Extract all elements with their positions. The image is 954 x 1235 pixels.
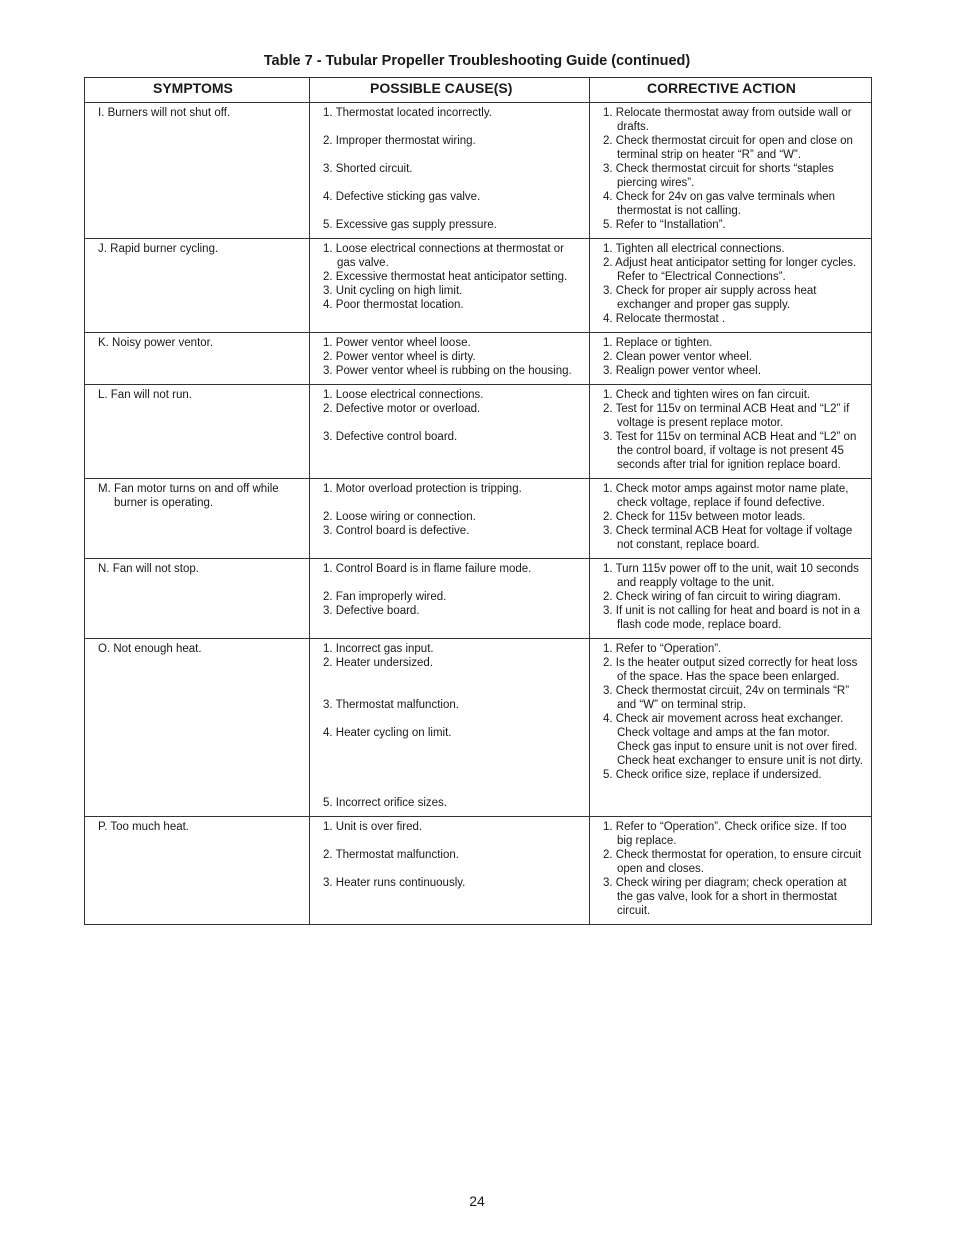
action-item: 1. Refer to “Operation”. bbox=[603, 643, 722, 655]
header-corrective-action: CORRECTIVE ACTION bbox=[590, 78, 872, 103]
cause-spacer bbox=[323, 834, 583, 848]
actions-cell bbox=[590, 333, 872, 385]
header-possible-causes: POSSIBLE CAUSE(S) bbox=[310, 78, 590, 103]
symptom-text: K. Noisy power ventor. bbox=[98, 337, 214, 349]
cause-item: 4. Defective sticking gas valve. bbox=[323, 191, 481, 203]
cause-item: 3. Thermostat malfunction. bbox=[323, 699, 459, 711]
cause-item: 3. Defective board. bbox=[323, 605, 420, 617]
cause-item: 5. Incorrect orifice sizes. bbox=[323, 797, 447, 809]
table-row bbox=[85, 333, 872, 385]
action-item: 2. Adjust heat anticipator setting for longer cycles. Refer to “Electrical Connections”. bbox=[603, 257, 857, 283]
symptom-text: P. Too much heat. bbox=[98, 821, 190, 833]
actions-cell bbox=[590, 239, 872, 333]
cause-item: 2. Improper thermostat wiring. bbox=[323, 135, 476, 147]
action-item: 2. Check wiring of fan circuit to wiring diagram. bbox=[603, 591, 841, 603]
cause-item: 1. Incorrect gas input. bbox=[323, 643, 434, 655]
table-row bbox=[85, 385, 872, 479]
cause-item: 5. Excessive gas supply pressure. bbox=[323, 219, 497, 231]
cause-item: 1. Motor overload protection is tripping. bbox=[323, 483, 522, 495]
symptom-cell bbox=[85, 817, 310, 925]
table-row bbox=[85, 817, 872, 925]
cause-item: 2. Defective motor or overload. bbox=[323, 403, 481, 415]
action-item: 2. Test for 115v on terminal ACB Heat and “L2” if voltage is present replace motor. bbox=[603, 403, 850, 429]
action-item: 3. Check wiring per diagram; check operation at the gas valve, look for a short in thermostat circuit. bbox=[603, 877, 847, 917]
action-item: 3. Check terminal ACB Heat for voltage if voltage not constant, replace board. bbox=[603, 525, 853, 551]
cause-item: 3. Heater runs continuously. bbox=[323, 877, 466, 889]
cause-spacer bbox=[323, 754, 583, 768]
cause-item: 3. Power ventor wheel is rubbing on the housing. bbox=[323, 365, 572, 377]
cause-item: 2. Excessive thermostat heat anticipator setting. bbox=[323, 271, 568, 283]
cause-spacer bbox=[323, 148, 583, 162]
symptom-cell bbox=[85, 559, 310, 639]
action-item: 1. Turn 115v power off to the unit, wait 10 seconds and reapply voltage to the unit. bbox=[603, 563, 859, 589]
action-item: 1. Refer to “Operation”. Check orifice size. If too big replace. bbox=[603, 821, 847, 847]
cause-item: 4. Heater cycling on limit. bbox=[323, 727, 452, 739]
table-header-row bbox=[85, 78, 872, 103]
cause-spacer bbox=[323, 120, 583, 134]
cause-spacer bbox=[323, 768, 583, 782]
causes-cell bbox=[310, 479, 590, 559]
table-row bbox=[85, 479, 872, 559]
actions-cell bbox=[590, 639, 872, 817]
causes-cell bbox=[310, 239, 590, 333]
action-item: 3. If unit is not calling for heat and board is not in a flash code mode, replace board. bbox=[603, 605, 860, 631]
cause-spacer bbox=[323, 176, 583, 190]
cause-item: 1. Thermostat located incorrectly. bbox=[323, 107, 492, 119]
action-item: 2. Check thermostat circuit for open and close on terminal strip on heater “R” and “W”. bbox=[603, 135, 853, 161]
cause-item: 2. Power ventor wheel is dirty. bbox=[323, 351, 476, 363]
cause-item: 3. Control board is defective. bbox=[323, 525, 470, 537]
table-row bbox=[85, 103, 872, 239]
actions-cell bbox=[590, 103, 872, 239]
cause-item: 2. Loose wiring or connection. bbox=[323, 511, 476, 523]
cause-spacer bbox=[323, 782, 583, 796]
table-title: Table 7 - Tubular Propeller Troubleshooting Guide (continued) bbox=[263, 53, 691, 69]
symptom-text: O. Not enough heat. bbox=[98, 643, 202, 655]
action-item: 3. Test for 115v on terminal ACB Heat and “L2” on the control board, if voltage is not present 45 seconds after trial for ignition replace board. bbox=[603, 431, 857, 471]
action-item: 1. Tighten all electrical connections. bbox=[603, 243, 785, 255]
action-item: 3. Check for proper air supply across heat exchanger and proper gas supply. bbox=[603, 285, 817, 311]
action-item: 4. Relocate thermostat . bbox=[603, 313, 726, 325]
cause-item: 3. Defective control board. bbox=[323, 431, 458, 443]
header-symptoms: SYMPTOMS bbox=[85, 78, 310, 103]
action-item: 2. Check thermostat for operation, to ensure circuit open and closes. bbox=[603, 849, 862, 875]
actions-cell bbox=[590, 479, 872, 559]
causes-cell bbox=[310, 639, 590, 817]
cause-item: 1. Unit is over fired. bbox=[323, 821, 423, 833]
symptom-text: N. Fan will not stop. bbox=[98, 563, 199, 575]
causes-cell bbox=[310, 333, 590, 385]
symptom-text: J. Rapid burner cycling. bbox=[98, 243, 219, 255]
cause-spacer bbox=[323, 416, 583, 430]
symptom-cell bbox=[85, 479, 310, 559]
cause-spacer bbox=[323, 670, 583, 684]
symptom-cell bbox=[85, 103, 310, 239]
action-item: 1. Relocate thermostat away from outside wall or drafts. bbox=[603, 107, 852, 133]
cause-item: 1. Power ventor wheel loose. bbox=[323, 337, 471, 349]
action-item: 2. Is the heater output sized correctly for heat loss of the space. Has the space been enlarged. bbox=[603, 657, 858, 683]
causes-cell bbox=[310, 103, 590, 239]
cause-item: 1. Control Board is in flame failure mode. bbox=[323, 563, 532, 575]
actions-cell bbox=[590, 559, 872, 639]
cause-item: 2. Heater undersized. bbox=[323, 657, 433, 669]
action-item: 3. Check thermostat circuit for shorts “staples piercing wires”. bbox=[603, 163, 834, 189]
symptom-text: L. Fan will not run. bbox=[98, 389, 192, 401]
actions-cell bbox=[590, 817, 872, 925]
action-item: 5. Check orifice size, replace if undersized. bbox=[603, 769, 822, 781]
table-row bbox=[85, 639, 872, 817]
causes-cell bbox=[310, 817, 590, 925]
action-item: 1. Check and tighten wires on fan circuit. bbox=[603, 389, 811, 401]
action-item: 3. Realign power ventor wheel. bbox=[603, 365, 761, 377]
actions-cell bbox=[590, 385, 872, 479]
table-row bbox=[85, 239, 872, 333]
action-item: 1. Check motor amps against motor name plate, check voltage, replace if found defective. bbox=[603, 483, 849, 509]
action-item: 5. Refer to “Installation”. bbox=[603, 219, 726, 231]
page-number: 24 bbox=[469, 1193, 485, 1209]
cause-item: 1. Loose electrical connections at thermostat or gas valve. bbox=[323, 243, 564, 269]
cause-item: 4. Poor thermostat location. bbox=[323, 299, 464, 311]
cause-spacer bbox=[323, 204, 583, 218]
cause-item: 2. Fan improperly wired. bbox=[323, 591, 447, 603]
symptom-text: I. Burners will not shut off. bbox=[98, 107, 231, 119]
cause-item: 1. Loose electrical connections. bbox=[323, 389, 484, 401]
cause-spacer bbox=[323, 740, 583, 754]
action-item: 2. Check for 115v between motor leads. bbox=[603, 511, 806, 523]
symptom-text: M. Fan motor turns on and off while burner is operating. bbox=[98, 483, 282, 509]
causes-cell bbox=[310, 559, 590, 639]
symptom-cell bbox=[85, 385, 310, 479]
table-row bbox=[85, 559, 872, 639]
action-item: 3. Check thermostat circuit, 24v on terminals “R” and “W” on terminal strip. bbox=[603, 685, 850, 711]
cause-spacer bbox=[323, 684, 583, 698]
symptom-cell bbox=[85, 239, 310, 333]
symptom-cell bbox=[85, 639, 310, 817]
action-item: 4. Check air movement across heat exchanger. Check voltage and amps at the fan motor. Check gas input to ensure unit is not over fired. Check heat exchanger to ensure unit is not dirty. bbox=[603, 713, 863, 767]
symptom-cell bbox=[85, 333, 310, 385]
troubleshooting-table bbox=[84, 77, 872, 925]
action-item: 1. Replace or tighten. bbox=[603, 337, 713, 349]
cause-spacer bbox=[323, 576, 583, 590]
action-item: 4. Check for 24v on gas valve terminals when thermostat is not calling. bbox=[603, 191, 836, 217]
cause-spacer bbox=[323, 712, 583, 726]
cause-item: 3. Shorted circuit. bbox=[323, 163, 413, 175]
cause-item: 3. Unit cycling on high limit. bbox=[323, 285, 463, 297]
action-item: 2. Clean power ventor wheel. bbox=[603, 351, 752, 363]
causes-cell bbox=[310, 385, 590, 479]
cause-spacer bbox=[323, 496, 583, 510]
cause-spacer bbox=[323, 862, 583, 876]
cause-item: 2. Thermostat malfunction. bbox=[323, 849, 459, 861]
